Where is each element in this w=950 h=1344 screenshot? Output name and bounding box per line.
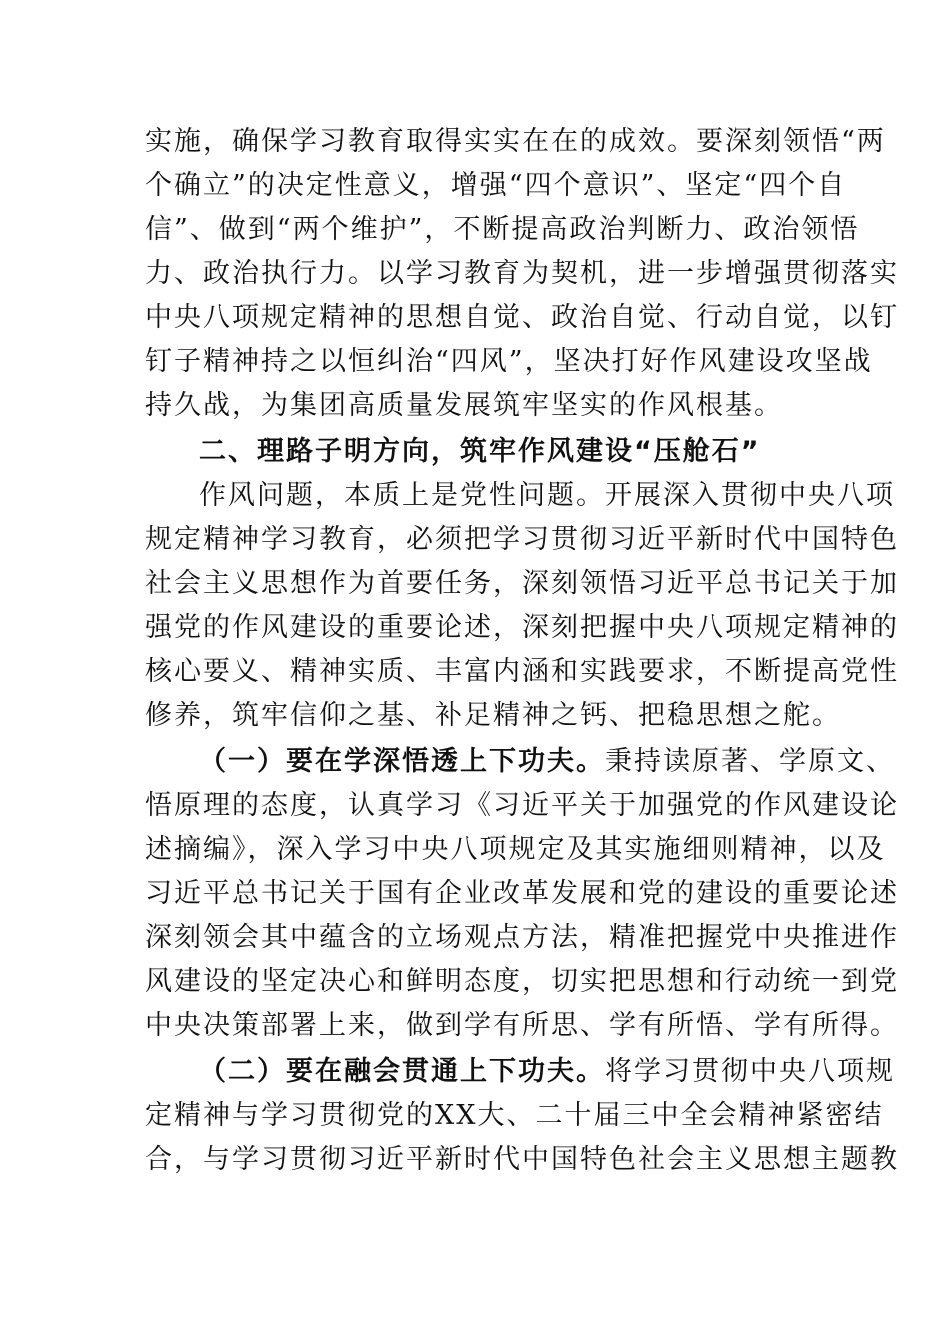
paragraph-2-line-5: 核心要义、精神实质、丰富内涵和实践要求，不断提高党性	[145, 656, 899, 687]
paragraph-1-line-2: 个确立”的决定性意义，增强“四个意识”、坚定“四个自	[145, 170, 847, 201]
item-1-line-5: 深刻领会其中蕴含的立场观点方法，精准把握党中央推进作	[145, 922, 899, 953]
item-1-line-3: 述摘编》，深入学习中央八项规定及其实施细则精神，以及	[145, 834, 886, 865]
paragraph-2-line-1: 作风问题，本质上是党性问题。开展深入贯彻中央八项	[199, 480, 895, 511]
paragraph-2-line-2: 规定精神学习教育，必须把学习贯彻习近平新时代中国特色	[145, 524, 899, 555]
paragraph-1-line-5: 中央八项规定精神的思想自觉、政治自觉、行动自觉，以钉	[145, 302, 899, 333]
item-2-line-2: 定精神与学习贯彻党的XX大、二十届三中全会精神紧密结	[145, 1100, 884, 1131]
item-1-first-line	[145, 740, 895, 784]
paragraph-1-line-7: 持久战，为集团高质量发展筑牢坚实的作风根基。	[145, 390, 783, 421]
item-1-line-6: 风建设的坚定决心和鲜明态度，切实把思想和行动统一到党	[145, 966, 899, 997]
paragraph-2-line-6: 修养，筑牢信仰之基、补足精神之钙、把稳思想之舵。	[145, 700, 841, 731]
item-1-line-7: 中央决策部署上来，做到学有所思、学有所悟、学有所得。	[145, 1010, 899, 1041]
paragraph-1-line-3: 信”、做到“两个维护”，不断提高政治判断力、政治领悟	[145, 214, 860, 245]
paragraph-2-line-3: 社会主义思想作为首要任务，深刻领悟习近平总书记关于加	[145, 568, 899, 599]
paragraph-1-line-6: 钉子精神持之以恒纠治“四风”，坚决打好作风建设攻坚战	[145, 346, 873, 377]
paragraph-1-line-1: 实施，确保学习教育取得实实在在的成效。要深刻领悟“两	[145, 126, 886, 157]
item-1-line-4: 习近平总书记关于国有企业改革发展和党的建设的重要论述	[145, 878, 899, 909]
paragraph-2-line-4: 强党的作风建设的重要论述，深刻把握中央八项规定精神的	[145, 612, 899, 643]
item-2-lead: （二）要在融会贯通上下功夫。	[199, 1056, 605, 1087]
section-heading-2: 二、理路子明方向，筑牢作风建设“压舱石”	[199, 436, 761, 467]
item-1-lead: （一）要在学深悟透上下功夫。	[199, 746, 605, 777]
item-2-first-rest: 将学习贯彻中央八项规	[605, 1056, 895, 1087]
item-1-line-2: 悟原理的态度，认真学习《习近平关于加强党的作风建设论	[145, 790, 899, 821]
paragraph-1-line-4: 力、政治执行力。以学习教育为契机，进一步增强贯彻落实	[145, 258, 899, 289]
item-1-first-rest: 秉持读原著、学原文、	[605, 746, 895, 777]
item-2-line-3: 合，与学习贯彻习近平新时代中国特色社会主义思想主题教	[145, 1144, 899, 1175]
item-2-first-line	[145, 1050, 895, 1094]
